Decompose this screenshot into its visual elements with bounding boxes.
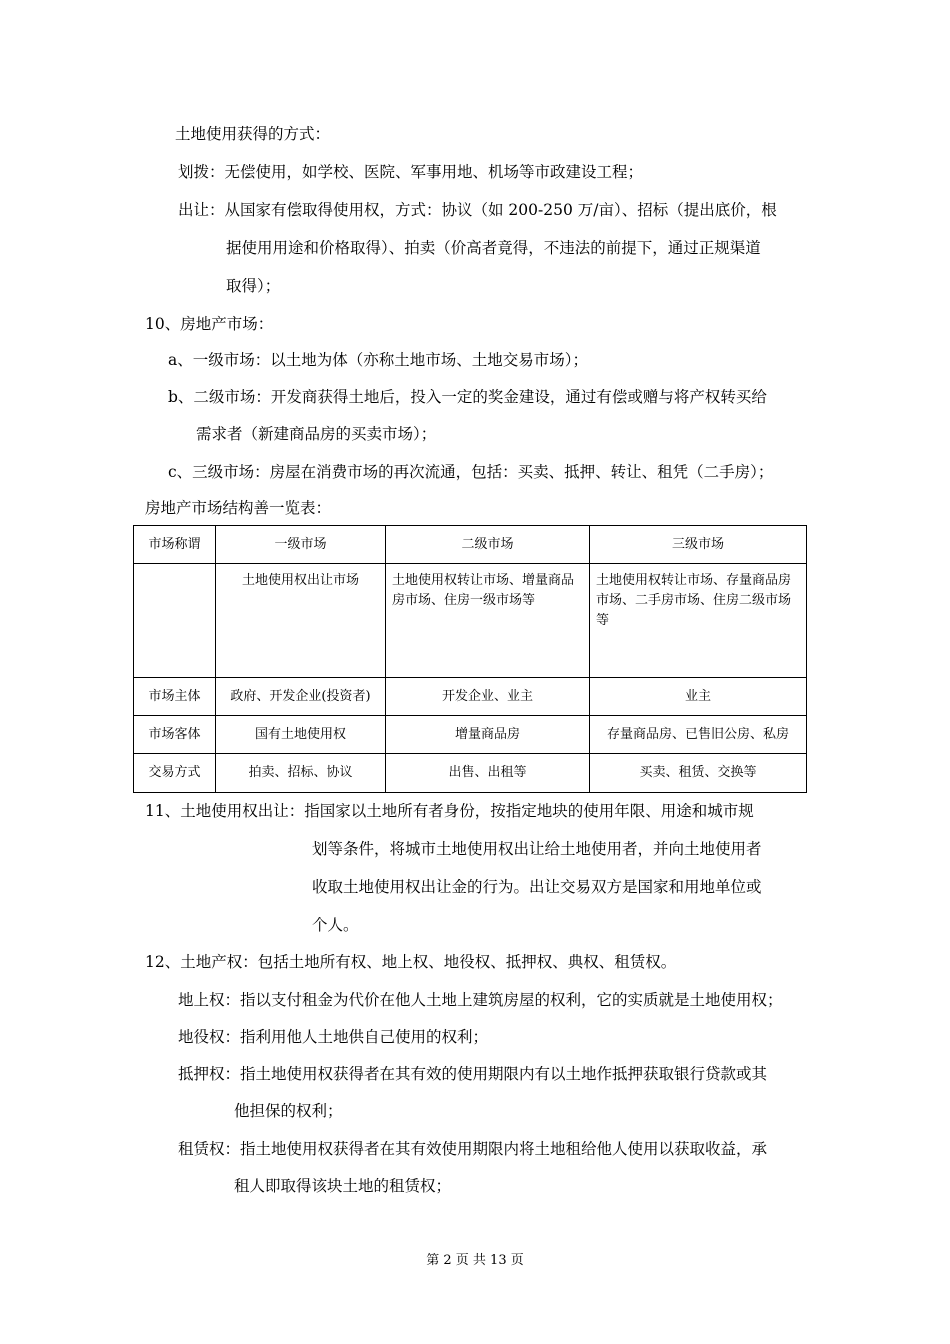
table-row — [134, 678, 807, 716]
table-cell — [134, 564, 216, 678]
table-cell: 土地使用权转让市场、增量商品房市场、住房一级市场等 — [386, 564, 590, 678]
para-transfer-line2: 据使用用途和价格取得）、拍卖（价高者竟得，不违法的前提下，通过正规渠道 — [226, 239, 761, 257]
para-land-use-right-transfer-line3: 收取土地使用权出让金的行为。出让交易双方是国家和用地单位或 — [312, 878, 762, 896]
table-row — [134, 716, 807, 754]
para-lease-line1: 租赁权：指土地使用权获得者在其有效使用期限内将土地租给他人使用以获取收益，承 — [178, 1140, 768, 1158]
table-cell: 增量商品房 — [386, 716, 590, 754]
table-cell: 市场客体 — [134, 716, 216, 754]
para-allocation: 划拨：无偿使用，如学校、医院、军事用地、机场等市政建设工程； — [178, 163, 644, 181]
table-cell: 出售、出租等 — [386, 754, 590, 793]
table-cell: 买卖、租赁、交换等 — [590, 754, 807, 793]
market-structure-table — [133, 525, 807, 793]
para-land-use-right-transfer-line4: 个人。 — [312, 916, 359, 934]
para-land-use-right-transfer-line1: 11、土地使用权出让：指国家以土地所有者身份，按指定地块的使用年限、用途和城市规 — [145, 802, 754, 820]
para-primary-market: a、一级市场：以土地为体（亦称土地市场、土地交易市场）； — [168, 351, 588, 369]
header-cell: 市场称谓 — [134, 526, 216, 564]
para-transfer-line3: 取得）； — [226, 277, 281, 295]
table-cell: 交易方式 — [134, 754, 216, 793]
table-cell: 开发企业、业主 — [386, 678, 590, 716]
para-land-acquisition-heading: 土地使用获得的方式： — [175, 125, 331, 143]
header-cell: 一级市场 — [216, 526, 386, 564]
table-cell: 业主 — [590, 678, 807, 716]
header-cell: 二级市场 — [386, 526, 590, 564]
table-cell: 存量商品房、已售旧公房、私房 — [590, 716, 807, 754]
heading-real-estate-market: 10、房地产市场： — [145, 315, 274, 333]
para-mortgage-line1: 抵押权：指土地使用权获得者在其有效的使用期限内有以土地作抵押获取银行贷款或其 — [178, 1065, 768, 1083]
page-footer: 第 2 页 共 13 页 — [426, 1253, 524, 1268]
para-secondary-market-line2: 需求者（新建商品房的买卖市场）； — [196, 425, 437, 443]
heading-land-property-rights: 12、土地产权：包括土地所有权、地上权、地役权、抵押权、典权、租赁权。 — [145, 953, 677, 971]
table-cell: 拍卖、招标、协议 — [216, 754, 386, 793]
para-easement: 地役权：指利用他人土地供自己使用的权利； — [178, 1028, 489, 1046]
table-row — [134, 754, 807, 793]
table-row — [134, 564, 807, 678]
table-caption: 房地产市场结构善一览表： — [145, 499, 332, 517]
table-cell: 政府、开发企业(投资者) — [216, 678, 386, 716]
para-mortgage-line2: 他担保的权利； — [234, 1102, 343, 1120]
para-tertiary-market: c、三级市场：房屋在消费市场的再次流通，包括：买卖、抵押、转让、租凭（二手房）； — [168, 463, 774, 481]
para-secondary-market-line1: b、二级市场：开发商获得土地后，投入一定的奖金建设，通过有偿或赠与将产权转买给 — [168, 388, 767, 406]
table-cell: 市场主体 — [134, 678, 216, 716]
table-header-row — [134, 526, 807, 564]
table-cell: 土地使用权转让市场、存量商品房市场、二手房市场、住房二级市场等 — [590, 564, 807, 678]
para-surface-right: 地上权：指以支付租金为代价在他人土地上建筑房屋的权利，它的实质就是土地使用权； — [178, 991, 783, 1009]
para-land-use-right-transfer-line2: 划等条件，将城市土地使用权出让给土地使用者，并向土地使用者 — [312, 840, 762, 858]
table-cell: 国有土地使用权 — [216, 716, 386, 754]
table-cell: 土地使用权出让市场 — [216, 564, 386, 678]
para-transfer-line1: 出让：从国家有偿取得使用权，方式：协议（如 200-250 万/亩）、招标（提出底价，根 — [178, 201, 777, 219]
para-lease-line2: 租人即取得该块土地的租赁权； — [234, 1177, 452, 1195]
header-cell: 三级市场 — [590, 526, 807, 564]
